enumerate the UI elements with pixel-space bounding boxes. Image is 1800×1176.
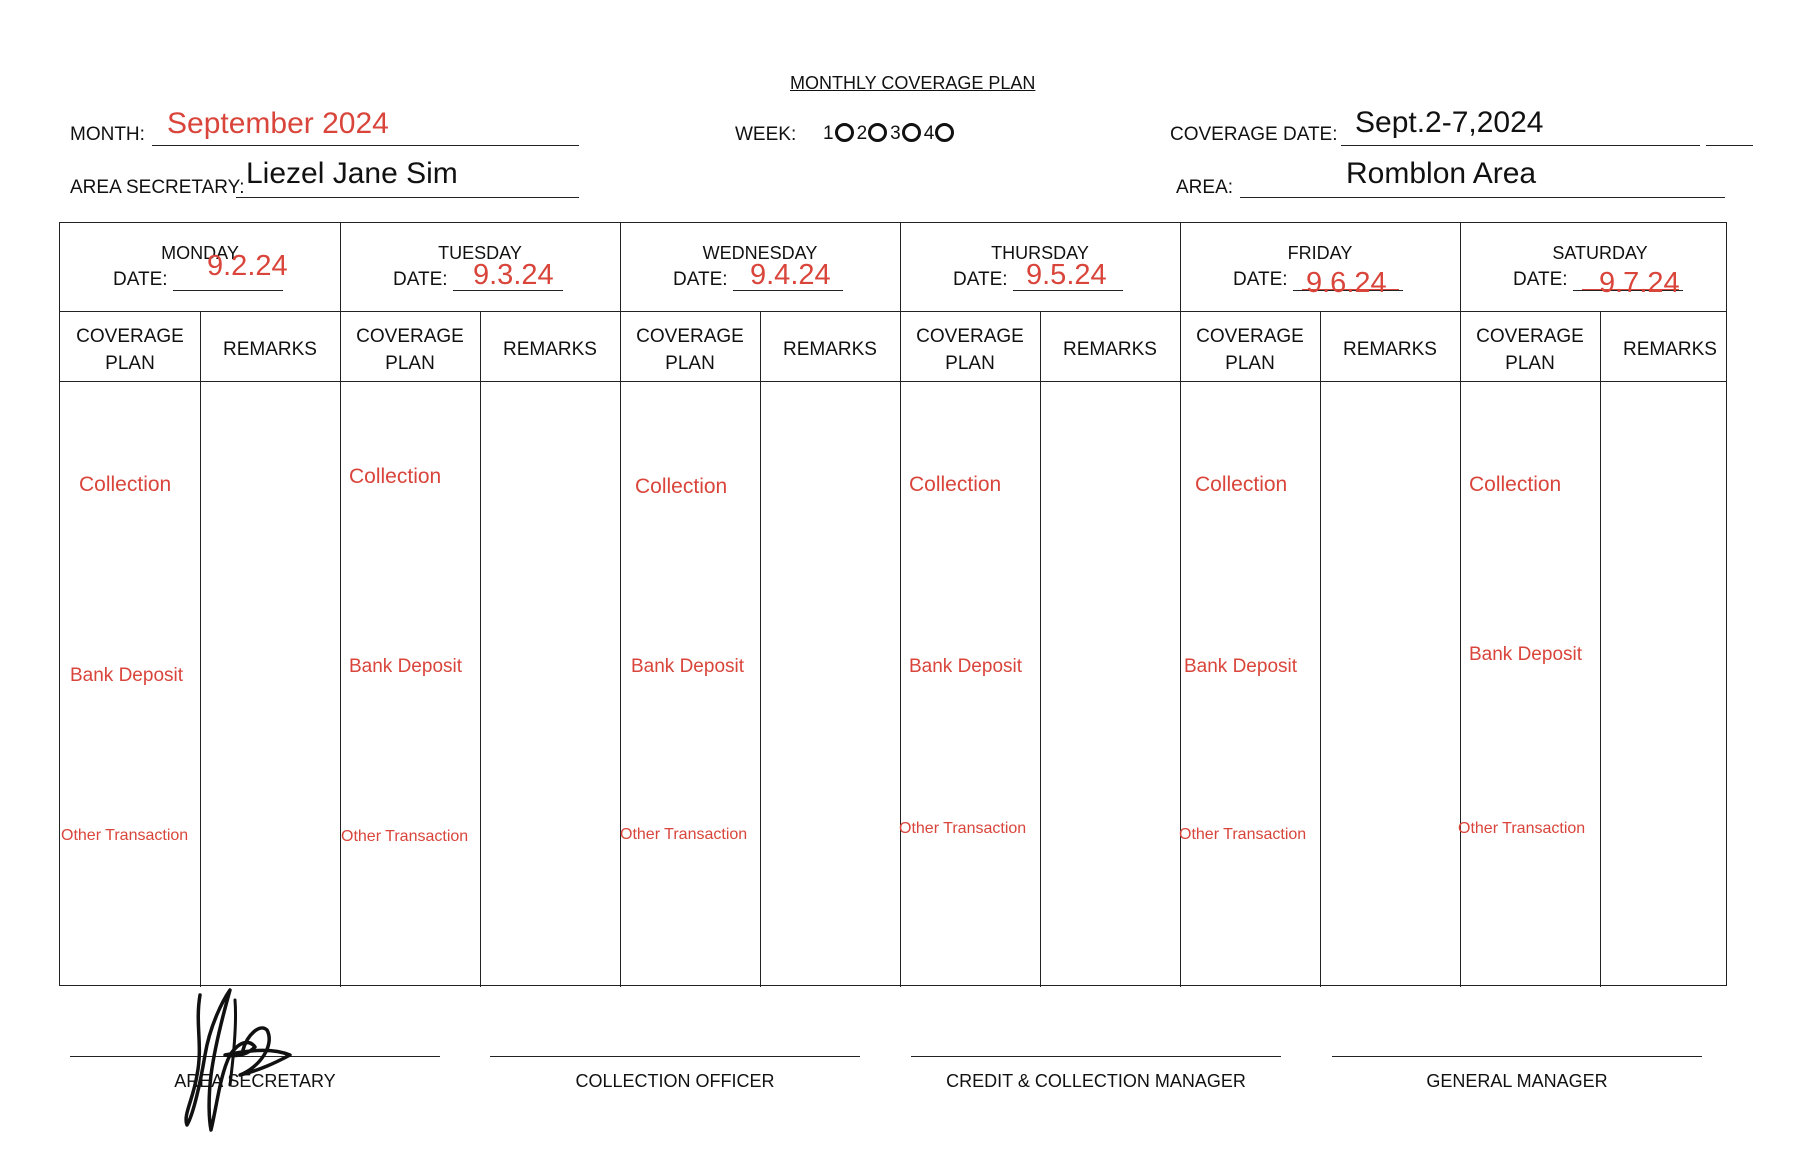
month-underline: [152, 145, 579, 146]
entry-bank-deposit: Bank Deposit: [349, 656, 463, 677]
coverage-plan-header: COVERAGE PLAN: [76, 326, 184, 374]
subcol-divider: [1040, 311, 1041, 987]
date-label: DATE:: [1513, 269, 1568, 290]
week-option-4-label: 4: [923, 123, 935, 144]
subcol-divider: [1600, 311, 1601, 987]
week-option-1-label: 1: [823, 123, 834, 144]
week-option-2-label: 2: [856, 123, 868, 144]
area-secretary-underline: [236, 197, 579, 198]
subcol-divider: [200, 311, 201, 987]
area-secretary-label: AREA SECRETARY:: [70, 177, 245, 198]
entry-other-transaction: Other Transaction: [1458, 820, 1586, 837]
week-1-radio[interactable]: [835, 123, 854, 142]
day-name-monday: MONDAY: [161, 243, 239, 263]
date-label: DATE:: [393, 269, 448, 290]
coverage-plan-header: COVERAGE PLAN: [1476, 326, 1584, 374]
signature-label-general-manager: GENERAL MANAGER: [1426, 1071, 1608, 1091]
coverage-plan-header: COVERAGE PLAN: [916, 326, 1024, 374]
week-options: [823, 123, 957, 145]
signature-line-collection-officer: [490, 1056, 860, 1057]
entry-collection: Collection: [79, 473, 172, 496]
signature-line-general-manager: [1332, 1056, 1702, 1057]
week-label: WEEK:: [735, 124, 797, 145]
remarks-header: REMARKS: [1343, 339, 1437, 360]
entry-bank-deposit: Bank Deposit: [1184, 656, 1298, 677]
date-value-thursday[interactable]: 9.5.24: [1026, 259, 1107, 291]
coverage-plan-header: COVERAGE PLAN: [356, 326, 464, 374]
area-underline: [1240, 197, 1725, 198]
subcol-divider: [480, 311, 481, 987]
date-value-wednesday[interactable]: 9.4.24: [750, 259, 831, 291]
entry-other-transaction: Other Transaction: [620, 826, 748, 843]
entry-collection: Collection: [909, 473, 1002, 496]
area-secretary-value[interactable]: Liezel Jane Sim: [246, 157, 458, 190]
handwritten-signature: [175, 985, 315, 1135]
week-2-radio[interactable]: [868, 123, 887, 142]
coverage-date-underline-tail: [1706, 145, 1753, 146]
entry-collection: Collection: [1195, 473, 1288, 496]
date-strike: [1302, 289, 1399, 290]
entry-other-transaction: Other Transaction: [899, 820, 1027, 837]
remarks-header: REMARKS: [1063, 339, 1157, 360]
date-strike: [1582, 289, 1679, 290]
area-label: AREA:: [1176, 177, 1234, 198]
date-value-saturday[interactable]: 9.7.24: [1599, 267, 1680, 299]
entry-bank-deposit: Bank Deposit: [909, 656, 1023, 677]
day-name-saturday: SATURDAY: [1552, 243, 1648, 263]
row-divider-dates: [60, 311, 1726, 312]
day-name-tuesday: TUESDAY: [438, 243, 522, 263]
date-label: DATE:: [953, 269, 1008, 290]
entry-bank-deposit: Bank Deposit: [70, 665, 184, 686]
month-value[interactable]: September 2024: [167, 107, 389, 140]
month-label: MONTH:: [70, 124, 145, 145]
row-divider-headers: [60, 381, 1726, 382]
entry-collection: Collection: [349, 465, 442, 488]
coverage-plan-header: COVERAGE PLAN: [636, 326, 744, 374]
date-underline: [173, 290, 283, 291]
subcol-divider: [760, 311, 761, 987]
remarks-header: REMARKS: [783, 339, 877, 360]
entry-collection: Collection: [1469, 473, 1562, 496]
date-value-tuesday[interactable]: 9.3.24: [473, 259, 554, 291]
entry-other-transaction: Other Transaction: [61, 827, 189, 844]
week-option-3-label: 3: [890, 123, 901, 144]
day-name-friday: FRIDAY: [1287, 243, 1353, 263]
date-label: DATE:: [113, 269, 168, 290]
area-value[interactable]: Romblon Area: [1346, 157, 1537, 190]
remarks-header: REMARKS: [1623, 339, 1717, 360]
entry-bank-deposit: Bank Deposit: [631, 656, 745, 677]
day-name-wednesday: WEDNESDAY: [702, 243, 818, 263]
signature-label-collection-officer: COLLECTION OFFICER: [575, 1071, 775, 1091]
entry-other-transaction: Other Transaction: [341, 828, 469, 845]
week-4-radio[interactable]: [935, 123, 954, 142]
signature-line-credit-collection-manager: [911, 1056, 1281, 1057]
date-value-friday[interactable]: 9.6.24: [1306, 267, 1387, 299]
remarks-header: REMARKS: [223, 339, 317, 360]
date-label: DATE:: [673, 269, 728, 290]
form-title: MONTHLY COVERAGE PLAN: [790, 73, 1036, 93]
entry-collection: Collection: [635, 475, 728, 498]
coverage-date-value[interactable]: Sept.2-7,2024: [1355, 106, 1544, 139]
date-label: DATE:: [1233, 269, 1288, 290]
subcol-divider: [1320, 311, 1321, 987]
signature-label-area-secretary: AREA SECRETARY: [174, 1071, 336, 1091]
coverage-table: [59, 222, 1727, 986]
coverage-date-underline: [1341, 145, 1700, 146]
entry-other-transaction: Other Transaction: [1179, 826, 1307, 843]
signature-label-credit-collection-manager: CREDIT & COLLECTION MANAGER: [946, 1071, 1246, 1091]
entry-bank-deposit: Bank Deposit: [1469, 644, 1583, 665]
coverage-plan-header: COVERAGE PLAN: [1196, 326, 1304, 374]
week-3-radio[interactable]: [902, 123, 921, 142]
date-value-monday[interactable]: 9.2.24: [207, 250, 288, 282]
remarks-header: REMARKS: [503, 339, 597, 360]
coverage-date-label: COVERAGE DATE:: [1170, 124, 1338, 145]
day-name-thursday: THURSDAY: [991, 243, 1089, 263]
